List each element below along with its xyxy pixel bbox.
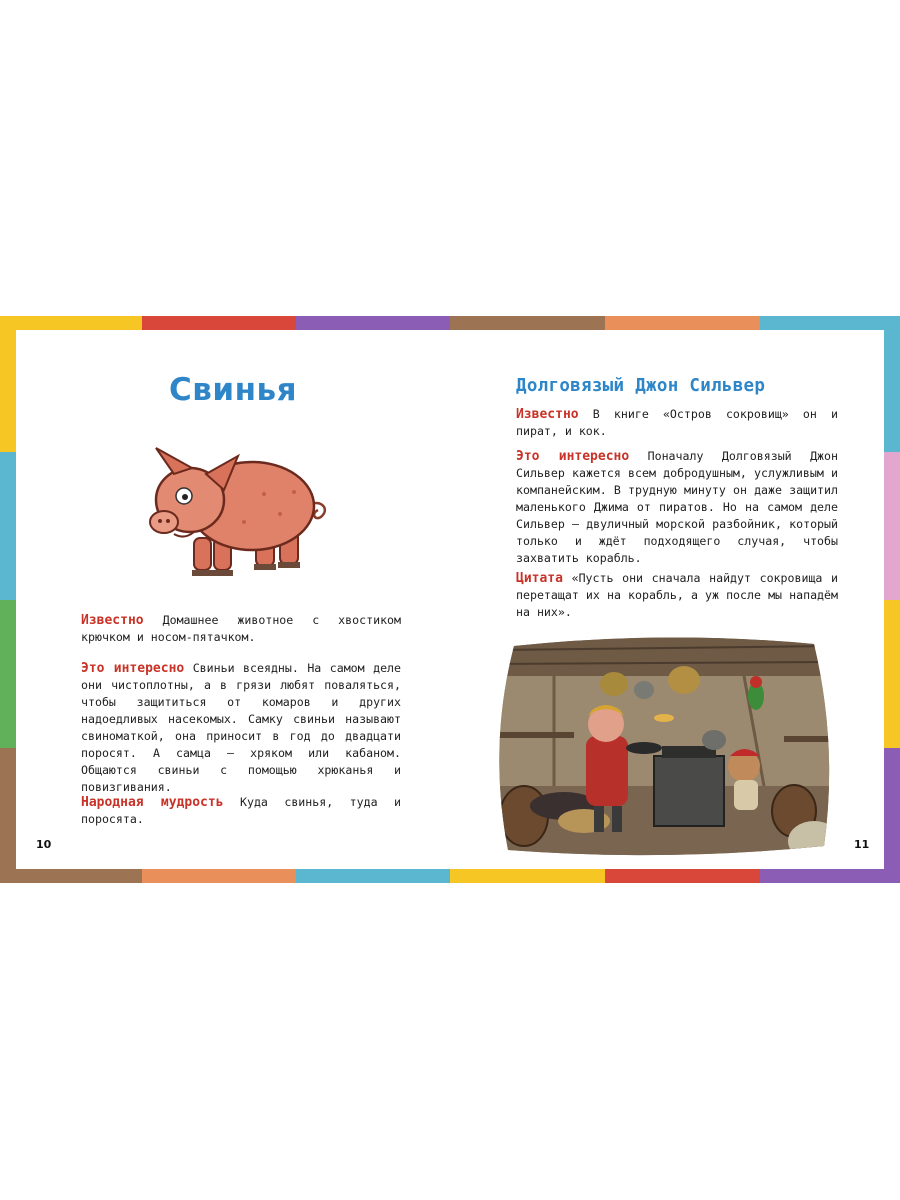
paragraph-text: «Пусть они сначала найдут сокровища и перетащат их на корабль, а уж после мы нападём на них».	[516, 571, 839, 619]
ship-galley-illustration	[494, 636, 834, 856]
label-interesting: Это интересно	[516, 449, 630, 464]
page-area	[16, 330, 884, 869]
label-known: Известно	[81, 613, 144, 628]
book-spread	[0, 316, 900, 883]
frame-top-segment-2	[142, 316, 296, 330]
left-paragraph-wisdom	[81, 794, 401, 828]
right-page-title: Долговязый Джон Сильвер	[516, 376, 766, 396]
page-number-right: 11	[854, 838, 870, 851]
frame-left-segment-4	[0, 748, 16, 883]
right-paragraph-quote	[516, 570, 838, 621]
frame-bottom-segment-4	[450, 869, 605, 883]
frame-bottom-segment-5	[605, 869, 760, 883]
frame-right-segment-3	[884, 600, 900, 748]
pig-illustration	[134, 434, 336, 584]
frame-bottom-segment-3	[296, 869, 450, 883]
label-known: Известно	[516, 407, 579, 422]
frame-right-segment-2	[884, 452, 900, 600]
frame-top-segment-4	[450, 316, 605, 330]
frame-top-segment-6	[760, 316, 900, 330]
frame-left-segment-2	[0, 452, 16, 600]
label-folk-wisdom: Народная мудрость	[81, 795, 224, 810]
paragraph-text: В книге «Остров сокровищ» он и пират, и кок.	[516, 407, 839, 438]
paragraph-text: Поначалу Долговязый Джон Сильвер кажется всем добродушным, услужливым и компанейским. В трудную минуту он даже защитил маленького Джима от пиратов. Но на самом деле Сильвер — двуличный морской разбойник, который только и ждёт подходящего случая, чтобы захватить корабль.	[516, 449, 838, 565]
frame-top-segment-1	[0, 316, 142, 330]
left-paragraph-known	[81, 612, 401, 646]
frame-left-segment-1	[0, 316, 16, 452]
frame-left-segment-3	[0, 600, 16, 748]
label-quote: Цитата	[516, 571, 563, 586]
frame-top-segment-3	[296, 316, 450, 330]
page-number-left: 10	[36, 838, 52, 851]
left-paragraph-interesting	[81, 660, 401, 796]
frame-right-segment-4	[884, 748, 900, 883]
paragraph-text: Домашнее животное с хвостиком крючком и носом-пятачком.	[81, 613, 402, 644]
left-page-title: Свинья	[168, 372, 297, 408]
frame-bottom-segment-1	[0, 869, 142, 883]
frame-bottom-segment-6	[760, 869, 900, 883]
paragraph-text: Свиньи всеядны. На самом деле они чистоплотны, а в грязи любят поваляться, чтобы защититься от комаров и других надоедливых насекомых. Самку свиньи называют свиноматкой, она приносит в год до двадцати поросят. А самца — хряком или кабаном. Общаются свиньи с помощью хрюканья и повизгивания.	[81, 661, 402, 794]
frame-right-segment-1	[884, 316, 900, 452]
right-paragraph-interesting	[516, 448, 838, 567]
paragraph-text: Куда свинья, туда и поросята.	[81, 795, 402, 826]
frame-top-segment-5	[605, 316, 760, 330]
frame-bottom-segment-2	[142, 869, 296, 883]
label-interesting: Это интересно	[81, 661, 185, 676]
right-paragraph-known	[516, 406, 838, 440]
